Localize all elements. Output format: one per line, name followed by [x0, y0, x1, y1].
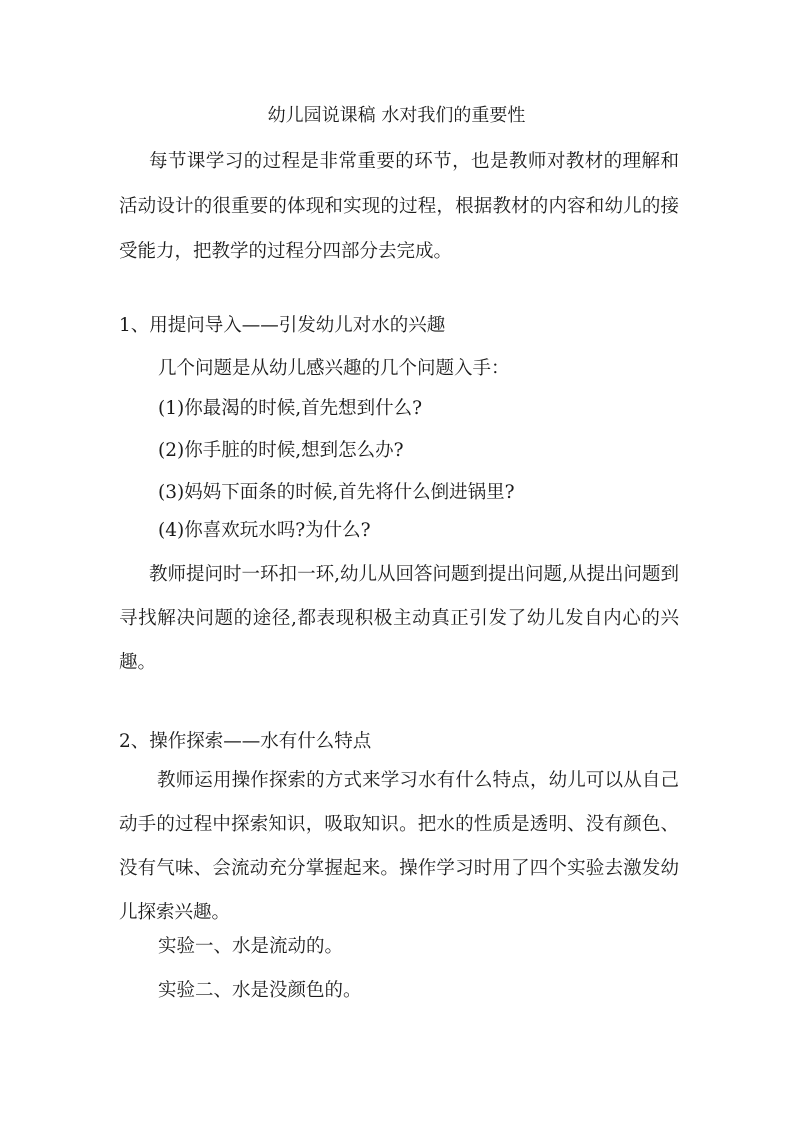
section-2-body: 教师运用操作探索的方式来学习水有什么特点，幼儿可以从自己动手的过程中探索知识，吸取知识。把水的性质是透明、没有颜色、没有气味、会流动充分掌握起来。操作学习时用了四个实验去激发幼儿探索兴趣。: [119, 770, 679, 923]
intro-paragraph: 每节课学习的过程是非常重要的环节，也是教师对教材的理解和活动设计的很重要的体现和实现的过程，根据教材的内容和幼儿的接受能力，把教学的过程分四部分去完成。: [119, 151, 679, 262]
question-2: (2)你手脏的时候,想到怎么办?: [158, 440, 404, 461]
question-3: (3)妈妈下面条的时候,首先将什么倒进锅里?: [158, 482, 515, 503]
question-4: (4)你喜欢玩水吗?为什么?: [158, 520, 371, 541]
experiment-1: 实验一、水是流动的。: [158, 936, 344, 957]
section-2-heading: 2、操作探索——水有什么特点: [119, 731, 372, 752]
experiment-2: 实验二、水是没颜色的。: [158, 980, 362, 1001]
question-1: (1)你最渴的时候,首先想到什么?: [158, 398, 423, 419]
document-title: 幼儿园说课稿 水对我们的重要性: [267, 105, 526, 126]
section-1-heading: 1、用提问导入——引发幼儿对水的兴趣: [119, 315, 446, 336]
section-1-summary: 教师提问时一环扣一环,幼儿从回答问题到提出问题,从提出问题到寻找解决问题的途径,都表现积极主动真正引发了幼儿发自内心的兴趣。: [119, 564, 679, 673]
section-1-lead: 几个问题是从幼儿感兴趣的几个问题入手：: [158, 358, 510, 379]
